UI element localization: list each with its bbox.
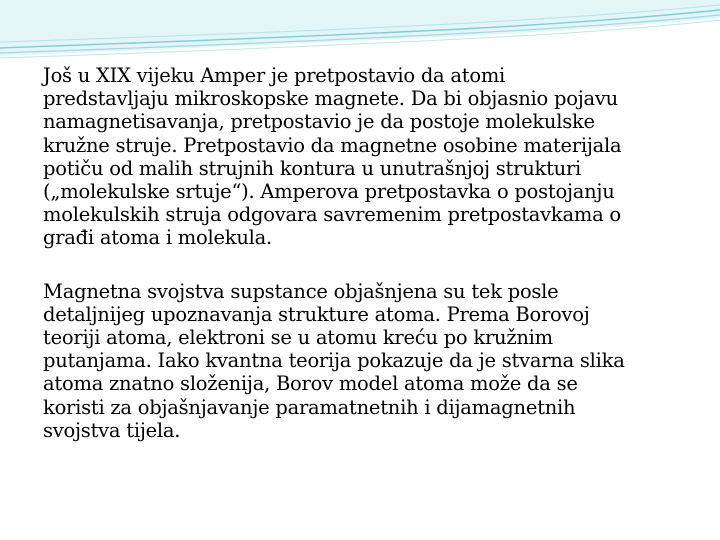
text-line: kružne struje. Pretpostavio da magnetne osobine materijala bbox=[43, 133, 622, 157]
text-line: Magnetna svojstva supstance objašnjena su tek posle bbox=[43, 279, 559, 303]
text-line: („molekulske srtuje“). Amperova pretpostavka o postojanju bbox=[43, 180, 615, 204]
paragraph-2 bbox=[43, 280, 683, 442]
text-line: koristi za objašnjavanje paramatnetnih i dijamagnetnih bbox=[43, 395, 576, 419]
text-line: putanjama. Iako kvantna teorija pokazuje da je stvarna slika bbox=[43, 349, 625, 373]
text-line: namagnetisavanja, pretpostavio je da postoje molekulske bbox=[43, 110, 595, 134]
text-line: građi atoma i molekula. bbox=[43, 226, 272, 250]
text-line: Još u XIX vijeku Amper je pretpostavio da atomi bbox=[43, 64, 506, 87]
text-line: atoma znatno složenija, Borov model atoma može da se bbox=[43, 372, 578, 396]
text-line: svojstva tijela. bbox=[43, 418, 181, 442]
text-line: detaljnijeg upoznavanja strukture atoma. Prema Borovoj bbox=[43, 302, 590, 326]
text-line: predstavljaju mikroskopske magnete. Da bi objasnio pojavu bbox=[43, 87, 618, 111]
paragraph-1 bbox=[43, 64, 683, 250]
text-content bbox=[43, 64, 683, 442]
text-line: molekulskih struja odgovara savremenim pretpostavkama o bbox=[43, 203, 621, 227]
text-line: potiču od malih strujnih kontura u unutrašnjoj strukturi bbox=[43, 156, 582, 180]
text-line: teoriji atoma, elektroni se u atomu kreću po kružnim bbox=[43, 326, 553, 350]
